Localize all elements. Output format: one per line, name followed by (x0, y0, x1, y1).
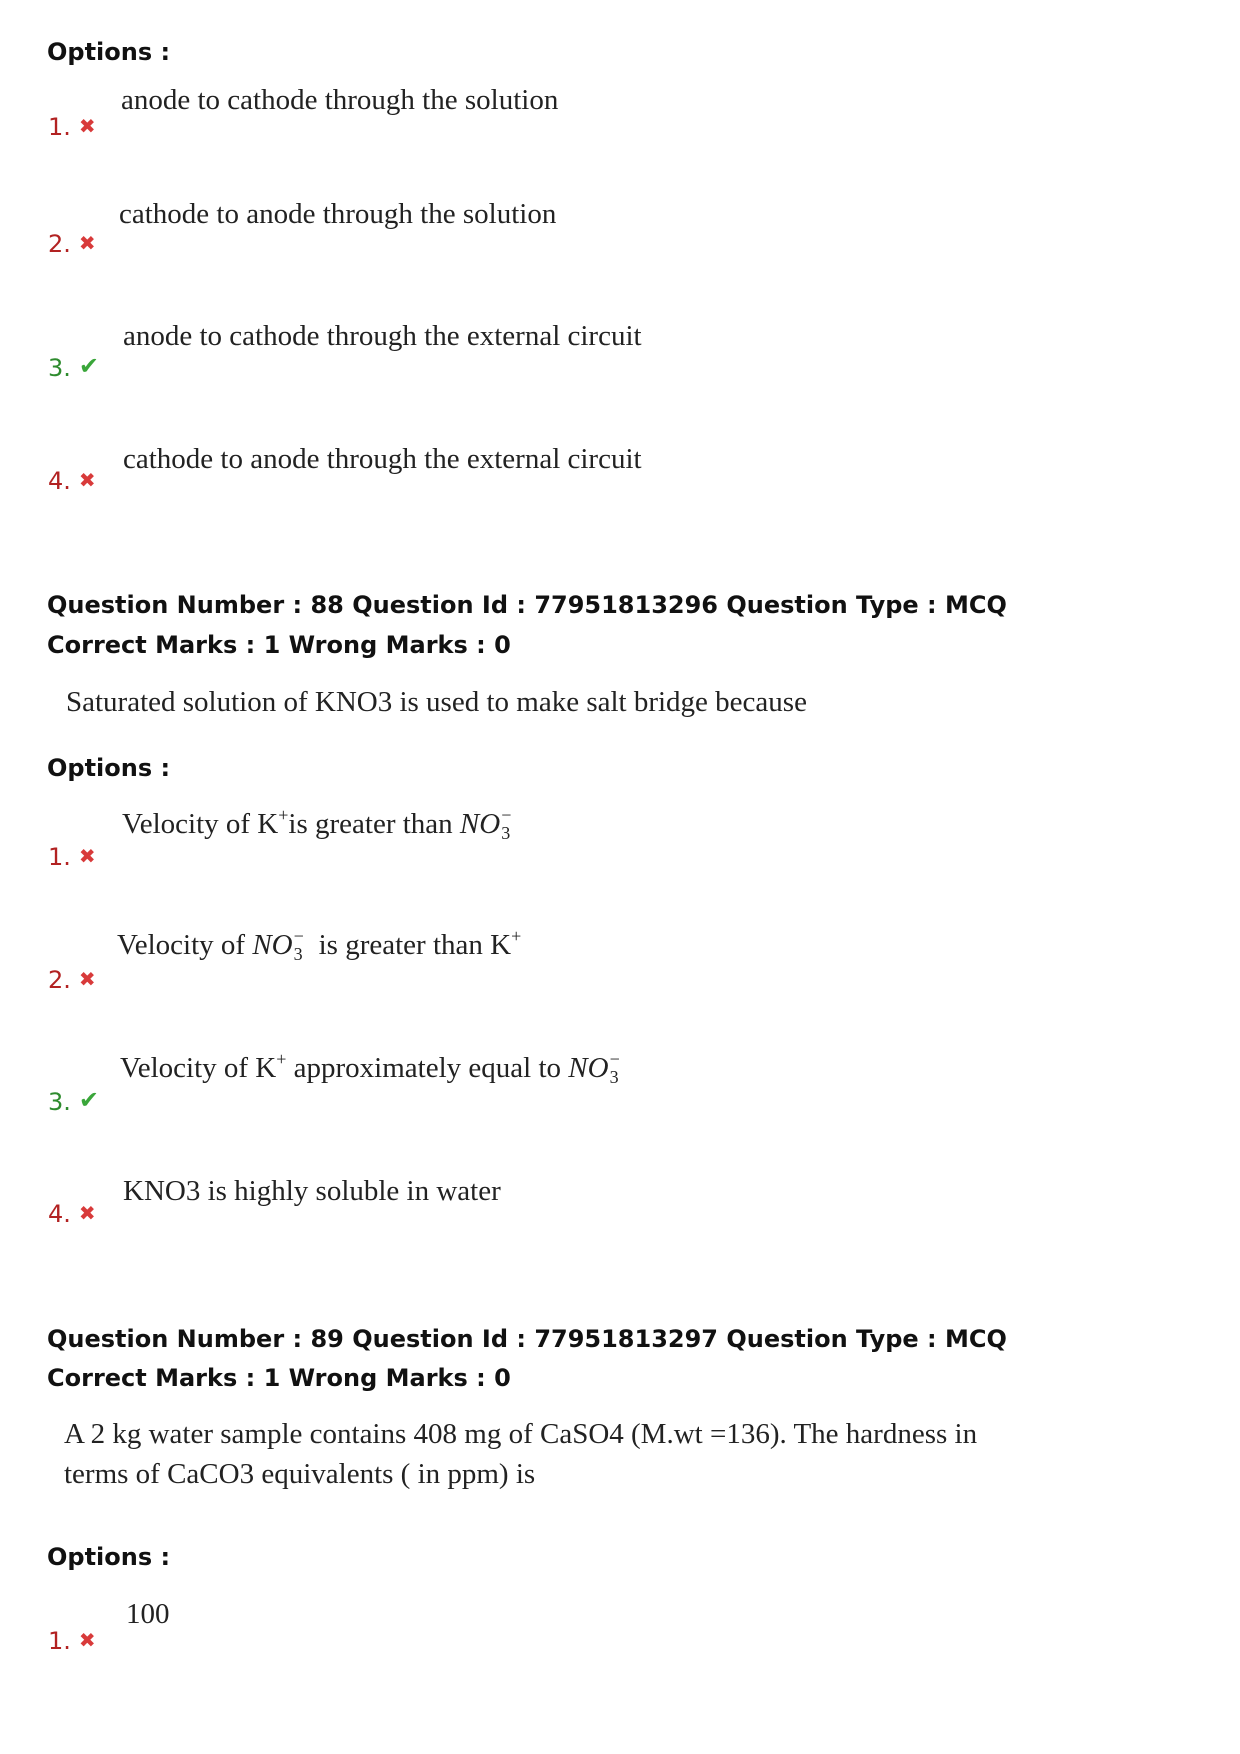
cross-icon: ✖ (78, 231, 96, 255)
question-marks: Correct Marks : 1 Wrong Marks : 0 (47, 631, 511, 659)
subscript: 3 (501, 823, 511, 843)
q87-option-1[interactable] (48, 113, 96, 141)
subscript: 3 (609, 1067, 619, 1087)
q88-option-2-text (117, 926, 522, 964)
subscript: 3 (293, 944, 303, 964)
cross-icon: ✖ (78, 114, 96, 138)
question-text-line-1: A 2 kg water sample contains 408 mg of CaSO4 (M.wt =136). The hardness in (64, 1418, 978, 1450)
option-text-part: is greater than K (318, 929, 512, 961)
cross-icon: ✖ (78, 468, 96, 492)
check-icon: ✔ (78, 352, 100, 380)
q88-option-4-text: KNO3 is highly soluble in water (123, 1175, 501, 1207)
superscript: + (276, 1049, 287, 1069)
q88-option-3-text (120, 1049, 623, 1087)
option-text-part: Velocity of K (120, 1052, 277, 1084)
check-icon: ✔ (78, 1086, 100, 1114)
question-header: Question Number : 88 Question Id : 77951813296 Question Type : MCQ (47, 591, 1007, 619)
q89-option-1-text: 100 (126, 1598, 170, 1630)
option-number: 2. (48, 966, 71, 994)
q88-option-1-text (122, 805, 514, 843)
options-label: Options : (47, 1543, 171, 1571)
q88-option-3[interactable] (48, 1086, 99, 1116)
math-supsub (500, 805, 514, 843)
question-text-line-2: terms of CaCO3 equivalents ( in ppm) is (64, 1458, 536, 1490)
math-supsub (609, 1049, 623, 1087)
superscript: + (511, 926, 522, 946)
options-label: Options : (47, 38, 171, 66)
cross-icon: ✖ (78, 844, 96, 868)
superscript: − (293, 926, 304, 946)
superscript: − (609, 1049, 620, 1069)
option-text-part: Velocity of K (122, 808, 279, 840)
option-number: 3. (48, 354, 71, 382)
q89-option-1[interactable] (48, 1627, 96, 1655)
option-number: 1. (48, 113, 71, 141)
question-marks: Correct Marks : 1 Wrong Marks : 0 (47, 1364, 511, 1392)
math-symbol: NO (568, 1052, 609, 1084)
q87-option-4[interactable] (48, 467, 96, 495)
option-text-part: Velocity of (117, 929, 253, 961)
superscript: + (278, 805, 289, 825)
question-header: Question Number : 89 Question Id : 77951813297 Question Type : MCQ (47, 1325, 1007, 1353)
q88-option-4[interactable] (48, 1200, 96, 1228)
cross-icon: ✖ (78, 1628, 96, 1652)
option-number: 1. (48, 1627, 71, 1655)
option-number: 3. (48, 1088, 71, 1116)
q87-option-4-text: cathode to anode through the external circuit (123, 443, 642, 475)
math-symbol: NO (252, 929, 293, 961)
q88-option-1[interactable] (48, 843, 96, 871)
option-number: 1. (48, 843, 71, 871)
options-label: Options : (47, 754, 171, 782)
superscript: − (501, 805, 512, 825)
option-number: 2. (48, 230, 71, 258)
q88-option-2[interactable] (48, 966, 96, 994)
q87-option-3-text: anode to cathode through the external circuit (123, 320, 642, 352)
option-text-part: is greater than (288, 808, 460, 840)
math-supsub (293, 926, 319, 964)
q87-option-3[interactable] (48, 352, 99, 382)
question-text: Saturated solution of KNO3 is used to make salt bridge because (66, 686, 807, 718)
option-number: 4. (48, 467, 71, 495)
math-symbol: NO (459, 808, 501, 840)
option-number: 4. (48, 1200, 71, 1228)
option-text-part: approximately equal to (286, 1052, 569, 1084)
cross-icon: ✖ (78, 1201, 96, 1225)
cross-icon: ✖ (78, 967, 96, 991)
q87-option-2-text: cathode to anode through the solution (119, 198, 557, 230)
q87-option-1-text: anode to cathode through the solution (121, 84, 559, 116)
q87-option-2[interactable] (48, 230, 96, 258)
